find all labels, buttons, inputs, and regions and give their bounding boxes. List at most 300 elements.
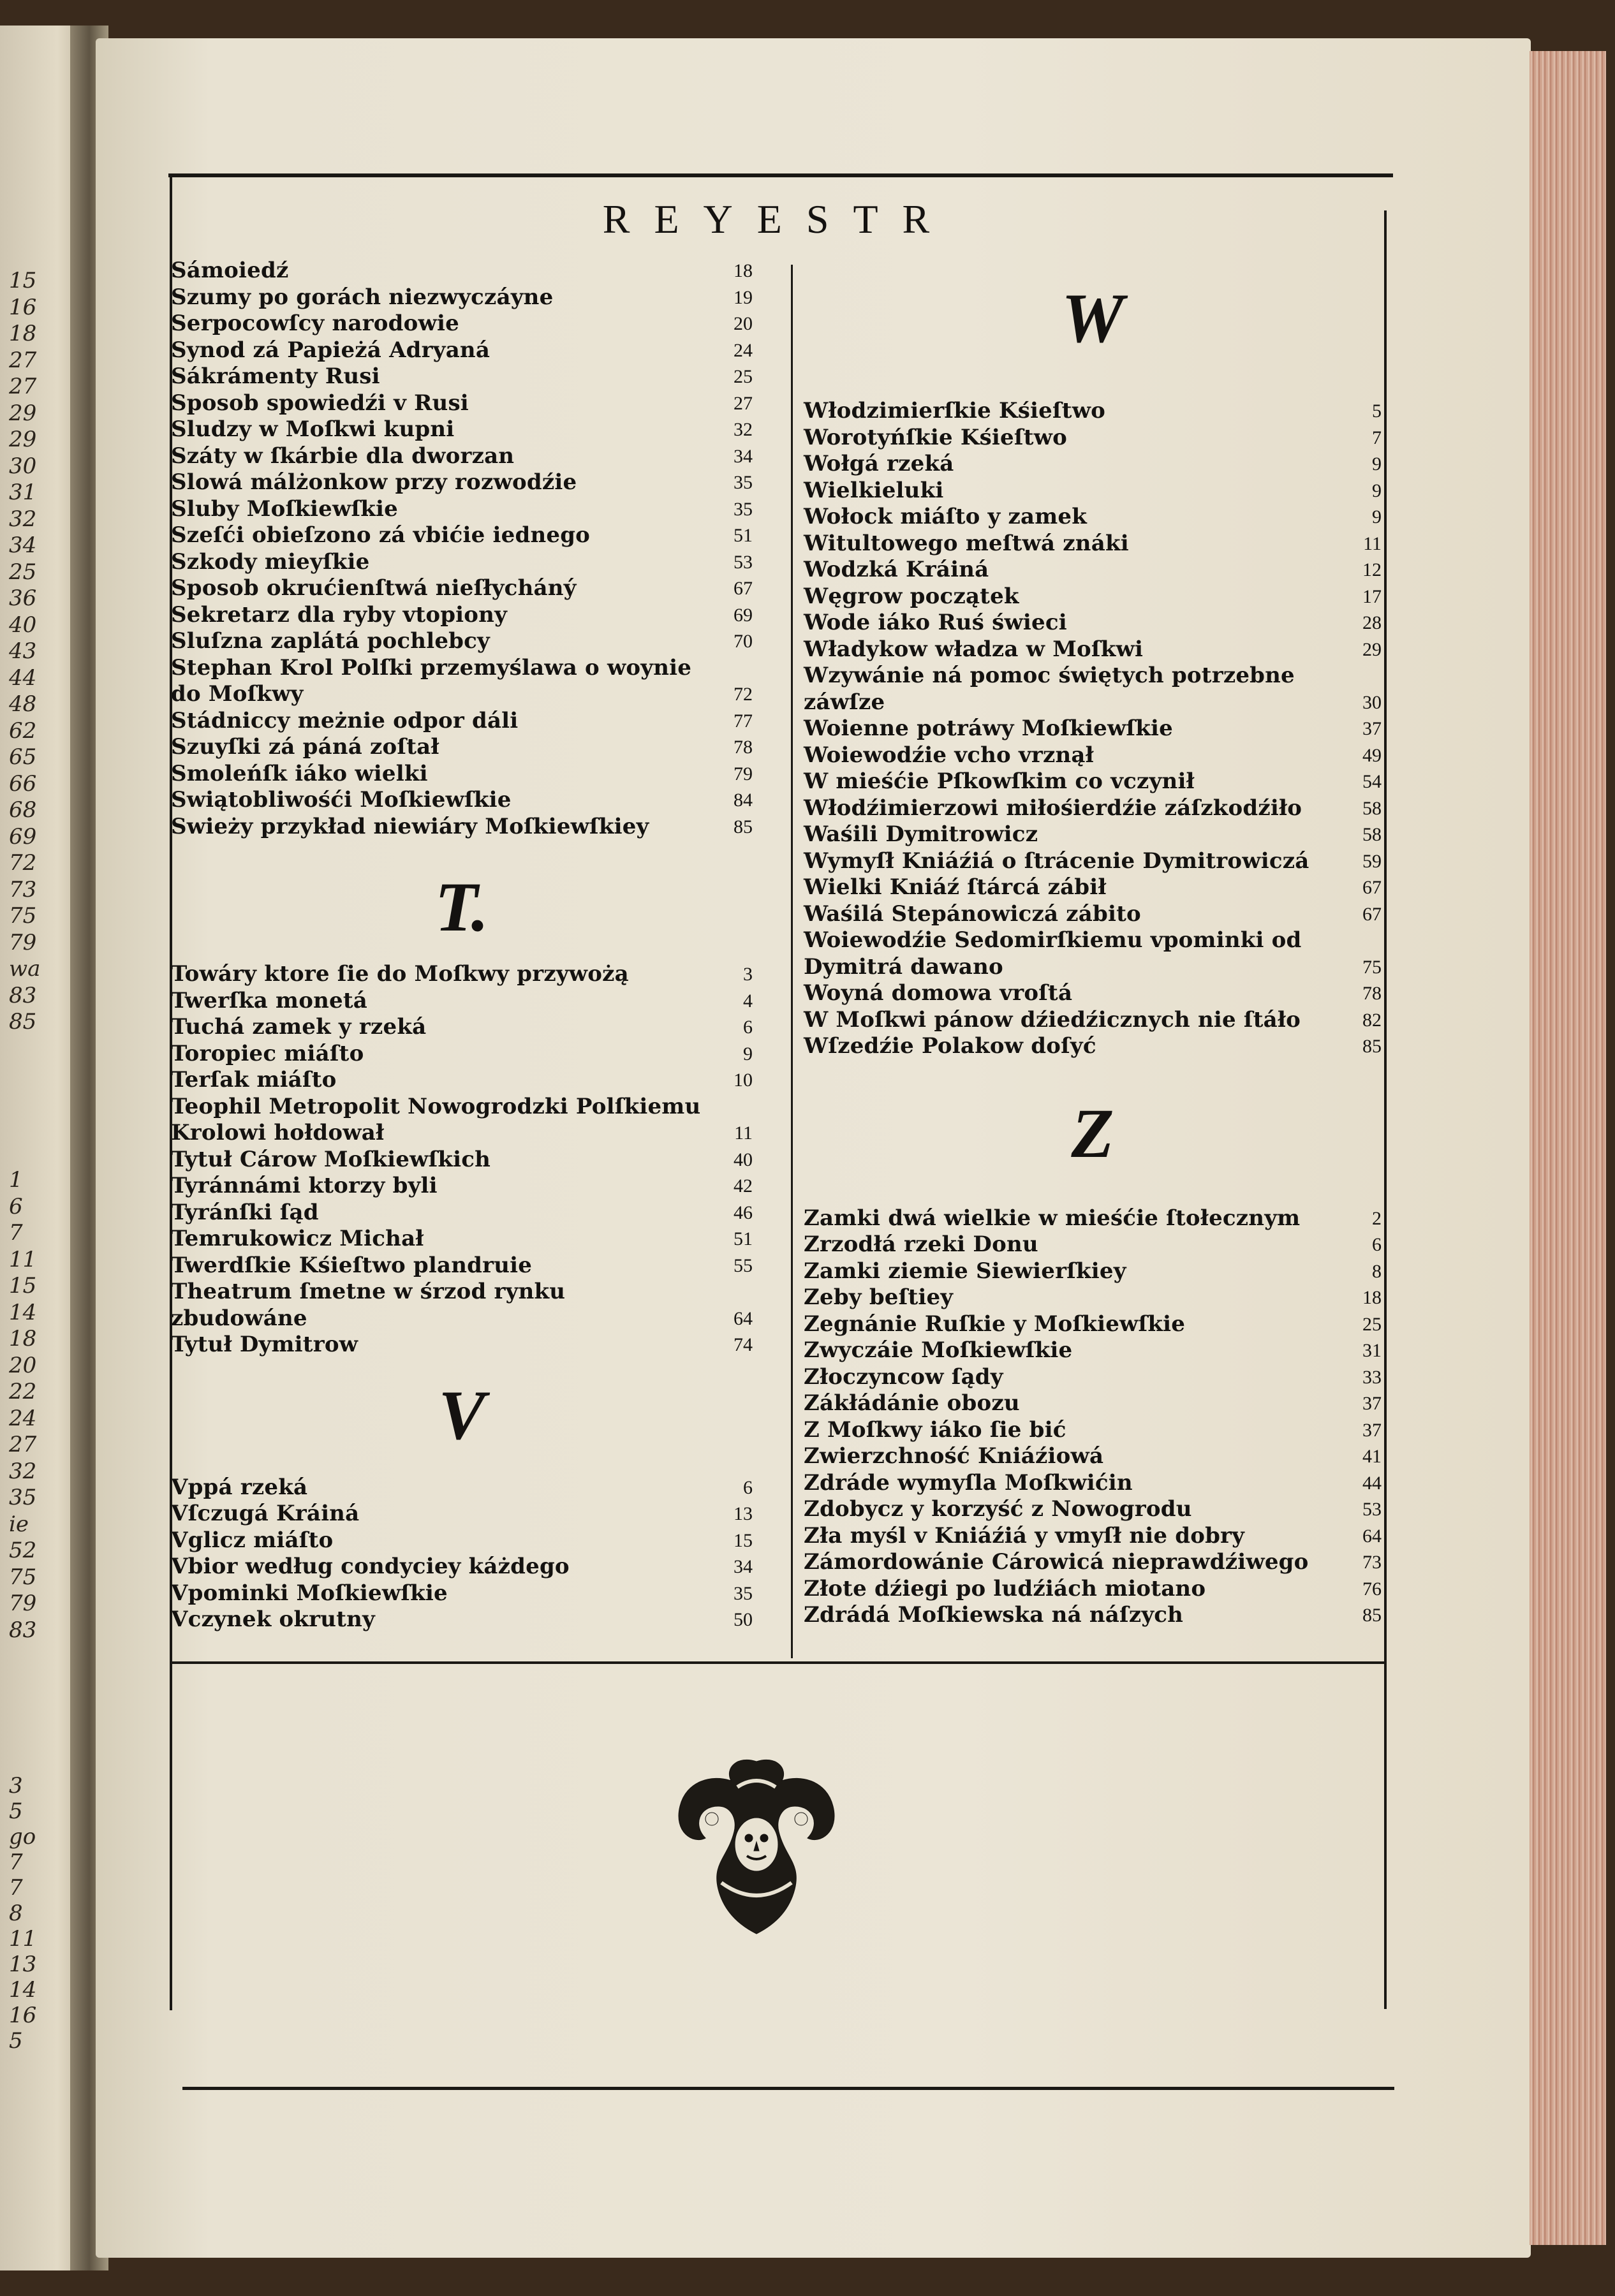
entry-text: Theatrum ſmetne w śrzod rynku zbudowáne bbox=[171, 1279, 566, 1331]
index-entry bbox=[171, 1226, 753, 1253]
entry-text: Vbior według condyciey káżdego bbox=[171, 1554, 570, 1579]
facing-page-number: 16 bbox=[9, 294, 37, 320]
entry-text: Vpominki Moſkiewſkie bbox=[171, 1580, 448, 1606]
entry-page-number: 11 bbox=[734, 1122, 753, 1144]
facing-page-number: 18 bbox=[9, 1326, 37, 1351]
index-entry bbox=[171, 1580, 753, 1607]
entry-text: Sluſzna zaplátá pochlebcy bbox=[171, 628, 490, 654]
entry-page-number: 67 bbox=[1362, 903, 1382, 925]
index-entry bbox=[804, 821, 1382, 848]
entry-text: Sákrámenty Rusi bbox=[171, 364, 380, 389]
facing-page-number: 7 bbox=[9, 1875, 23, 1901]
entry-page-number: 9 bbox=[1372, 506, 1382, 527]
index-entry bbox=[804, 1576, 1382, 1603]
index-entry bbox=[804, 1417, 1382, 1444]
top-rule bbox=[168, 173, 1393, 177]
entry-page-number: 9 bbox=[1372, 480, 1382, 501]
entry-text: Zwyczáie Moſkiewſkie bbox=[804, 1337, 1073, 1363]
entry-text: Tytuł Cárow Moſkiewſkich bbox=[171, 1146, 491, 1172]
index-entry bbox=[804, 1549, 1382, 1576]
bottom-rule bbox=[172, 1661, 1384, 1664]
facing-page-number: 18 bbox=[9, 321, 37, 346]
index-entry bbox=[804, 795, 1382, 822]
entry-page-number: 64 bbox=[1362, 1525, 1382, 1547]
running-head: REYESTR bbox=[602, 196, 954, 242]
facing-page-number: go bbox=[9, 1824, 36, 1850]
index-entry bbox=[171, 390, 753, 417]
printers-ornament-icon bbox=[661, 1749, 852, 1940]
index-entry bbox=[171, 988, 753, 1015]
facing-page-number: 13 bbox=[9, 1952, 37, 1977]
index-entry bbox=[804, 716, 1382, 742]
index-entry bbox=[171, 337, 753, 364]
section-letter-z: Z bbox=[1071, 1094, 1114, 1172]
facing-page-number: ie bbox=[9, 1511, 29, 1537]
entry-page-number: 53 bbox=[1362, 1499, 1382, 1520]
index-entry bbox=[171, 961, 753, 988]
facing-page-number: 44 bbox=[9, 665, 37, 691]
entry-text: W Moſkwi pánow dźiedźicznych nie ſtáło bbox=[804, 1006, 1301, 1033]
section-letter-w: W bbox=[1061, 279, 1124, 357]
facing-page-number: 1 bbox=[9, 1167, 23, 1193]
entry-text: Swieży przykład niewiáry Moſkiewſkiey bbox=[171, 813, 649, 839]
entry-text: Zeby beſtiey bbox=[804, 1284, 954, 1310]
index-entry bbox=[804, 927, 1382, 980]
entry-page-number: 37 bbox=[1362, 718, 1382, 739]
foot-rule bbox=[182, 2087, 1394, 2090]
entry-text: Zdrádá Moſkiewska ná náſzych bbox=[804, 1602, 1184, 1628]
entry-text: Woiewodźie vcho vrznął bbox=[804, 742, 1094, 768]
entry-text: Wielkieluki bbox=[804, 477, 944, 503]
entry-page-number: 53 bbox=[734, 551, 753, 573]
entry-page-number: 4 bbox=[743, 990, 753, 1012]
entry-text: Woienne potráwy Moſkiewſkie bbox=[804, 716, 1173, 741]
index-entry bbox=[171, 708, 753, 735]
index-entry bbox=[804, 1337, 1382, 1364]
entry-text: Terſak miáſto bbox=[171, 1067, 337, 1093]
facing-page-number: 15 bbox=[9, 268, 37, 293]
index-entry bbox=[804, 901, 1382, 928]
facing-page-number: 5 bbox=[9, 2028, 23, 2054]
entry-page-number: 6 bbox=[743, 1476, 753, 1498]
entry-text: Wodzká Kráiná bbox=[804, 557, 989, 582]
entry-text: Sposob spowiedźi v Rusi bbox=[171, 390, 469, 416]
entry-text: Tyránnámi ktorzy byli bbox=[171, 1173, 438, 1198]
facing-page-number: 3 bbox=[9, 1773, 23, 1799]
entry-text: Zamki ziemie Siewierſkiey bbox=[804, 1258, 1126, 1284]
index-entry bbox=[804, 398, 1382, 425]
index-entry bbox=[171, 443, 753, 470]
entries-s bbox=[171, 258, 753, 840]
facing-page-number: 69 bbox=[9, 823, 37, 850]
entry-text: Vſczugá Kráiná bbox=[171, 1501, 360, 1526]
entry-text: Zamki dwá wielkie w mieśćie ſtołecznym bbox=[804, 1205, 1301, 1231]
facing-page-number: 83 bbox=[9, 1617, 37, 1643]
entry-text: Sposob okrućienſtwá nieſłycháný bbox=[171, 575, 577, 601]
entry-page-number: 25 bbox=[734, 366, 753, 387]
facing-page-number: 35 bbox=[9, 1485, 37, 1510]
entry-text: Wołgá rzeká bbox=[804, 451, 954, 476]
entry-page-number: 10 bbox=[734, 1070, 753, 1091]
entry-page-number: 35 bbox=[734, 498, 753, 520]
index-entry bbox=[804, 874, 1382, 901]
entry-text: W mieśćie Pſkowſkim co vczynił bbox=[804, 769, 1195, 794]
entries-w bbox=[804, 398, 1382, 1060]
entry-text: Władykow władza w Moſkwi bbox=[804, 636, 1144, 662]
facing-page-number: 75 bbox=[9, 1564, 37, 1590]
entry-page-number: 55 bbox=[734, 1255, 753, 1276]
entry-page-number: 32 bbox=[734, 419, 753, 440]
entry-page-number: 9 bbox=[743, 1043, 753, 1064]
index-entry bbox=[804, 425, 1382, 452]
index-entry bbox=[171, 416, 753, 443]
entry-text: Witultowego meſtwá znáki bbox=[804, 530, 1129, 556]
entry-text: Szumy po gorách niezwyczáyne bbox=[171, 284, 554, 310]
entry-page-number: 3 bbox=[743, 964, 753, 985]
facing-page-number: 62 bbox=[9, 718, 37, 744]
facing-page-number: 11 bbox=[9, 1926, 37, 1952]
entry-text: Wielki Kniáź ſtárcá zábił bbox=[804, 874, 1107, 900]
facing-page-number: 27 bbox=[9, 347, 37, 373]
entry-text: Swiątobliwośći Moſkiewſkie bbox=[171, 787, 512, 813]
index-entry bbox=[171, 655, 753, 708]
entry-text: Wzywánie ná pomoc świętych potrzebne záwſze bbox=[804, 663, 1295, 715]
facing-page-number: 83 bbox=[9, 982, 37, 1008]
facing-page-number: 16 bbox=[9, 2003, 37, 2028]
index-entry bbox=[171, 1094, 753, 1147]
entry-text: Woyná domowa vroſtá bbox=[804, 980, 1073, 1006]
entry-text: Woiewodźie Sedomirſkiemu vpominki od Dymitrá dawano bbox=[804, 927, 1302, 980]
index-entry bbox=[171, 1067, 753, 1094]
entry-page-number: 31 bbox=[1362, 1340, 1382, 1361]
entry-page-number: 6 bbox=[1372, 1234, 1382, 1255]
facing-page-number: 6 bbox=[9, 1193, 23, 1219]
index-entry bbox=[804, 451, 1382, 478]
facing-page-number: 7 bbox=[9, 1850, 23, 1875]
index-entry bbox=[804, 610, 1382, 637]
index-entry bbox=[804, 557, 1382, 584]
entry-page-number: 78 bbox=[734, 737, 753, 758]
facing-page-number: 29 bbox=[9, 400, 37, 426]
entry-text: Serpocowſcy narodowie bbox=[171, 311, 459, 336]
entry-page-number: 34 bbox=[734, 445, 753, 467]
entry-text: Tytuł Dymitrow bbox=[171, 1332, 358, 1357]
entry-page-number: 24 bbox=[734, 339, 753, 361]
entry-page-number: 49 bbox=[1362, 744, 1382, 766]
entry-text: Wymyſł Kniáźiá o ſtrácenie Dymitrowiczá bbox=[804, 848, 1309, 874]
entry-text: Synod zá Papieżá Adryaná bbox=[171, 337, 490, 363]
entry-page-number: 82 bbox=[1362, 1009, 1382, 1031]
entries-v bbox=[171, 1475, 753, 1633]
entry-page-number: 70 bbox=[734, 631, 753, 652]
facing-page-number: 36 bbox=[9, 585, 37, 611]
entry-page-number: 50 bbox=[734, 1609, 753, 1630]
entry-text: Teophil Metropolit Nowogrodzki Polſkiemu Krolowi hołdował bbox=[171, 1093, 701, 1145]
entry-page-number: 8 bbox=[1372, 1260, 1382, 1282]
index-entry bbox=[171, 1279, 753, 1332]
index-entry bbox=[171, 469, 753, 496]
frame-right-rule bbox=[1384, 210, 1387, 2009]
entry-text: Stádniccy meżnie odpor dáli bbox=[171, 707, 519, 733]
entry-page-number: 33 bbox=[1362, 1366, 1382, 1388]
facing-page-number: 79 bbox=[9, 1591, 37, 1616]
facing-page-number: 48 bbox=[9, 691, 37, 717]
entry-page-number: 34 bbox=[734, 1556, 753, 1577]
facing-page-number: 15 bbox=[9, 1273, 37, 1299]
facing-page-number: 27 bbox=[9, 1432, 37, 1457]
facing-page-number: 79 bbox=[9, 929, 37, 955]
index-entry bbox=[804, 1523, 1382, 1550]
entry-page-number: 85 bbox=[1362, 1036, 1382, 1057]
entry-text: Szeſći obieſzono zá vbićie iednego bbox=[171, 522, 591, 548]
entry-page-number: 30 bbox=[1362, 691, 1382, 713]
facing-page-number: 20 bbox=[9, 1352, 37, 1378]
entry-page-number: 29 bbox=[1362, 638, 1382, 660]
index-entry bbox=[804, 1470, 1382, 1497]
entry-text: Zrzodłá rzeki Donu bbox=[804, 1232, 1038, 1257]
entry-text: Tyránſki ſąd bbox=[171, 1199, 319, 1225]
entry-text: Slowá málżonkow przy rozwodźie bbox=[171, 469, 577, 495]
entry-text: Tuchá zamek y rzeká bbox=[171, 1014, 427, 1040]
entry-page-number: 51 bbox=[734, 525, 753, 546]
entry-page-number: 42 bbox=[734, 1175, 753, 1196]
entry-page-number: 20 bbox=[734, 313, 753, 334]
index-entry bbox=[171, 1200, 753, 1226]
index-entry bbox=[804, 1033, 1382, 1060]
index-entry bbox=[804, 531, 1382, 557]
index-entry bbox=[804, 1364, 1382, 1391]
index-entry bbox=[804, 1232, 1382, 1258]
entry-text: Węgrow początek bbox=[804, 583, 1019, 609]
column-divider bbox=[791, 265, 793, 1658]
facing-page-number: 66 bbox=[9, 770, 37, 797]
entry-page-number: 25 bbox=[1362, 1313, 1382, 1335]
entry-page-number: 78 bbox=[1362, 983, 1382, 1004]
index-entry bbox=[804, 980, 1382, 1007]
entry-page-number: 67 bbox=[1362, 877, 1382, 898]
entry-page-number: 73 bbox=[1362, 1552, 1382, 1573]
entry-text: Zákłádánie obozu bbox=[804, 1390, 1020, 1416]
entry-page-number: 74 bbox=[734, 1334, 753, 1355]
facing-page-number: 68 bbox=[9, 797, 37, 823]
facing-page-number: 40 bbox=[9, 612, 37, 638]
entry-page-number: 64 bbox=[734, 1307, 753, 1329]
entry-text: Zdráde wymyſla Moſkwićin bbox=[804, 1469, 1133, 1496]
entry-text: Zwierzchność Kniáźiowá bbox=[804, 1443, 1104, 1469]
entry-page-number: 51 bbox=[734, 1228, 753, 1249]
entry-page-number: 5 bbox=[1372, 401, 1382, 422]
entry-page-number: 11 bbox=[1363, 533, 1382, 554]
entries-t bbox=[171, 961, 753, 1358]
index-entry bbox=[171, 628, 753, 655]
index-entry bbox=[171, 602, 753, 629]
facing-page-number: 8 bbox=[9, 1901, 23, 1926]
facing-page-number: 27 bbox=[9, 374, 37, 399]
entry-page-number: 28 bbox=[1362, 612, 1382, 633]
entry-page-number: 9 bbox=[1372, 453, 1382, 475]
section-letter-t: T. bbox=[434, 868, 489, 946]
index-entry bbox=[171, 1253, 753, 1279]
entry-text: Wſzedźie Polakow doſyć bbox=[804, 1033, 1096, 1059]
entry-page-number: 18 bbox=[1362, 1287, 1382, 1308]
facing-page-number: 30 bbox=[9, 453, 37, 479]
entry-page-number: 2 bbox=[1372, 1207, 1382, 1229]
entry-text: Száty w ſkárbie dla dworzan bbox=[171, 443, 515, 469]
entry-text: Szuyſki zá páná zoſtał bbox=[171, 734, 439, 760]
entry-text: Smoleńſk iáko wielki bbox=[171, 760, 428, 786]
index-entry bbox=[804, 1443, 1382, 1470]
index-entry bbox=[171, 258, 753, 284]
entry-text: Towáry ktore ſie do Moſkwy przywożą bbox=[171, 961, 629, 987]
facing-page-number: wa bbox=[9, 956, 41, 982]
entry-text: Zdobycz y korzyść z Nowogrodu bbox=[804, 1496, 1192, 1522]
facing-page-number: 11 bbox=[9, 1246, 37, 1272]
entry-page-number: 13 bbox=[734, 1503, 753, 1524]
entry-text: Wode iáko Ruś świeci bbox=[804, 610, 1067, 635]
facing-page-number: 34 bbox=[9, 533, 37, 558]
facing-page-number: 24 bbox=[9, 1405, 37, 1431]
entry-text: Zámordowánie Cárowicá nieprawdźiwego bbox=[804, 1549, 1309, 1575]
entry-text: Vppá rzeká bbox=[171, 1474, 308, 1500]
entry-page-number: 76 bbox=[1362, 1578, 1382, 1600]
index-entry bbox=[804, 848, 1382, 875]
index-entry bbox=[171, 1527, 753, 1554]
entry-page-number: 79 bbox=[734, 763, 753, 784]
facing-page-number: 52 bbox=[9, 1538, 37, 1563]
entry-page-number: 84 bbox=[734, 790, 753, 811]
index-entry bbox=[804, 1258, 1382, 1285]
entry-page-number: 41 bbox=[1362, 1446, 1382, 1467]
facing-page-number: 73 bbox=[9, 876, 37, 902]
index-entry bbox=[171, 1147, 753, 1174]
entry-text: Zegnánie Ruſkie y Moſkiewſkie bbox=[804, 1311, 1186, 1337]
entry-page-number: 67 bbox=[734, 578, 753, 599]
entry-page-number: 40 bbox=[734, 1149, 753, 1170]
index-entry bbox=[171, 1554, 753, 1580]
index-entry bbox=[171, 734, 753, 761]
entry-page-number: 12 bbox=[1362, 559, 1382, 580]
facing-page-number: 75 bbox=[9, 903, 37, 929]
entry-page-number: 35 bbox=[734, 1582, 753, 1604]
index-entry bbox=[171, 522, 753, 549]
entry-text: Stephan Krol Polſki przemyślawa o woynie do Moſkwy bbox=[171, 654, 692, 707]
entry-page-number: 59 bbox=[1362, 850, 1382, 872]
facing-page-number: 32 bbox=[9, 1458, 37, 1484]
index-entry bbox=[804, 769, 1382, 795]
facing-page-number: 72 bbox=[9, 850, 37, 876]
index-entry bbox=[804, 663, 1382, 716]
entry-text: Zła myśl v Kniáźiá y vmyſł nie dobry bbox=[804, 1522, 1245, 1549]
entry-text: Twerſka monetá bbox=[171, 987, 367, 1013]
entry-text: Vczynek okrutny bbox=[171, 1607, 375, 1632]
entry-text: Toropiec miáſto bbox=[171, 1040, 364, 1066]
entry-page-number: 6 bbox=[743, 1017, 753, 1038]
section-letter-v: V bbox=[438, 1376, 485, 1454]
index-entry bbox=[171, 761, 753, 788]
facing-page-number: 7 bbox=[9, 1220, 23, 1246]
index-entry bbox=[171, 311, 753, 337]
index-entry bbox=[171, 364, 753, 390]
index-entry bbox=[171, 1501, 753, 1527]
index-entry bbox=[171, 284, 753, 311]
entry-text: Sámoiedź bbox=[171, 258, 289, 283]
entries-z bbox=[804, 1205, 1382, 1629]
index-entry bbox=[171, 787, 753, 814]
facing-page-number: 14 bbox=[9, 1299, 37, 1325]
entry-page-number: 85 bbox=[734, 816, 753, 837]
right-column bbox=[804, 277, 1382, 1629]
index-entry bbox=[804, 1007, 1382, 1034]
entry-text: Złoczyncow ſądy bbox=[804, 1364, 1003, 1390]
index-entry bbox=[804, 742, 1382, 769]
entry-page-number: 58 bbox=[1362, 824, 1382, 845]
index-entry bbox=[171, 575, 753, 602]
entry-page-number: 58 bbox=[1362, 797, 1382, 819]
entry-page-number: 27 bbox=[734, 392, 753, 414]
entry-text: Włodzimierſkie Kśieſtwo bbox=[804, 398, 1106, 423]
index-entry bbox=[171, 1014, 753, 1041]
entry-page-number: 72 bbox=[734, 684, 753, 705]
entry-page-number: 15 bbox=[734, 1529, 753, 1551]
entry-text: Sludzy w Moſkwi kupni bbox=[171, 416, 455, 442]
entry-text: Wołock miáſto y zamek bbox=[804, 504, 1088, 529]
entry-page-number: 69 bbox=[734, 604, 753, 626]
entry-page-number: 37 bbox=[1362, 1419, 1382, 1441]
index-entry bbox=[804, 584, 1382, 610]
entry-text: Worotyńſkie Kśieſtwo bbox=[804, 424, 1067, 450]
entry-text: Sekretarz dla ryby vtopiony bbox=[171, 601, 508, 628]
entry-text: Temrukowicz Michał bbox=[171, 1226, 424, 1251]
index-entry bbox=[804, 1284, 1382, 1311]
entry-text: Waśilá Stepánowiczá zábito bbox=[804, 901, 1141, 927]
facing-page-number: 22 bbox=[9, 1379, 37, 1404]
entry-text: Sluby Moſkiewſkie bbox=[171, 496, 399, 522]
entry-page-number: 54 bbox=[1362, 771, 1382, 792]
entry-text: Złote dźiegi po ludźiách miotano bbox=[804, 1575, 1206, 1601]
facing-page-number: 29 bbox=[9, 427, 37, 452]
index-entry bbox=[804, 1390, 1382, 1417]
entry-text: Włodźimierzowi miłośierdźie záſzkodźiło bbox=[804, 795, 1302, 821]
entry-page-number: 18 bbox=[734, 260, 753, 281]
entry-page-number: 85 bbox=[1362, 1605, 1382, 1626]
facing-page-number: 5 bbox=[9, 1799, 23, 1824]
entry-page-number: 17 bbox=[1362, 585, 1382, 607]
index-entry bbox=[804, 1311, 1382, 1338]
entry-page-number: 44 bbox=[1362, 1472, 1382, 1494]
index-entry bbox=[171, 496, 753, 523]
page-block-edge bbox=[1530, 51, 1606, 2245]
entry-page-number: 46 bbox=[734, 1202, 753, 1223]
index-entry bbox=[804, 504, 1382, 531]
entry-text: Szkody mieyſkie bbox=[171, 548, 370, 575]
index-entry bbox=[171, 814, 753, 841]
left-column bbox=[171, 258, 753, 1633]
entry-text: Z Moſkwy iáko ſie bić bbox=[804, 1417, 1066, 1443]
index-entry bbox=[804, 1602, 1382, 1629]
entry-text: Twerdſkie Kśieſtwo plandruie bbox=[171, 1252, 533, 1278]
index-entry bbox=[804, 478, 1382, 504]
index-entry bbox=[171, 1332, 753, 1358]
facing-page-number: 65 bbox=[9, 744, 37, 770]
index-entry bbox=[171, 1475, 753, 1501]
index-entry bbox=[171, 1173, 753, 1200]
facing-page-number: 43 bbox=[9, 638, 37, 664]
facing-page-number: 14 bbox=[9, 1977, 37, 2003]
facing-page-number: 31 bbox=[9, 480, 37, 505]
index-entry bbox=[171, 549, 753, 576]
index-entry bbox=[804, 1496, 1382, 1523]
index-entry bbox=[171, 1607, 753, 1633]
